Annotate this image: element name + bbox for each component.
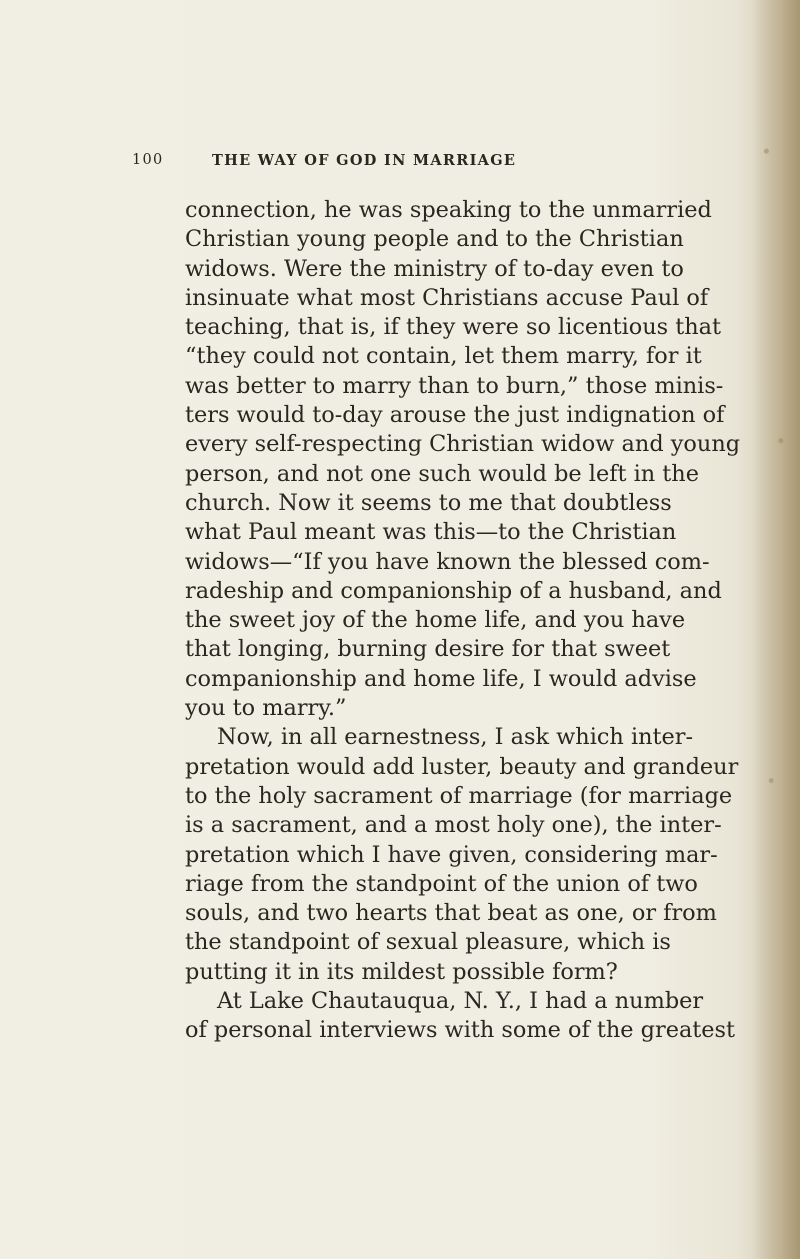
running-head xyxy=(132,152,692,174)
text-line: connection, he was speaking to the unmarried xyxy=(185,197,712,223)
text-line: church. Now it seems to me that doubtless xyxy=(185,489,672,516)
text-line: every self-respecting Christian widow and young xyxy=(185,431,741,458)
running-title: THE WAY OF GOD IN MARRIAGE xyxy=(212,152,517,169)
text-line: was better to marry than to burn,” those minis- xyxy=(185,372,724,399)
page-number: 100 xyxy=(132,152,164,168)
text-line: of personal interviews with some of the greatest xyxy=(185,1017,736,1044)
text-line: widows. Were the ministry of to-day even to xyxy=(185,255,684,282)
text-line: ters would to-day arouse the just indignation of xyxy=(185,402,725,429)
text-line: companionship and home life, I would advise xyxy=(185,665,697,692)
text-line: insinuate what most Christians accuse Paul of xyxy=(185,284,709,311)
text-line: person, and not one such would be left in the xyxy=(185,460,699,487)
text-line: radeship and companionship of a husband, and xyxy=(185,577,722,604)
text-line: the sweet joy of the home life, and you have xyxy=(185,607,686,634)
page-edge-shadow xyxy=(752,0,800,1259)
text-line: “they could not contain, let them marry, for it xyxy=(185,343,702,370)
text-line: what Paul meant was this—to the Christian xyxy=(185,519,677,546)
text-line: that longing, burning desire for that sweet xyxy=(185,636,671,663)
text-line: pretation would add luster, beauty and grandeur xyxy=(185,753,739,780)
text-line: is a sacrament, and a most holy one), the inter- xyxy=(185,812,722,839)
text-line: to the holy sacrament of marriage (for marriage xyxy=(185,782,733,809)
text-line: teaching, that is, if they were so licentious that xyxy=(185,314,722,341)
paragraph-start-line: At Lake Chautauqua, N. Y., I had a number xyxy=(217,988,704,1015)
text-line: putting it in its mildest possible form? xyxy=(185,958,618,985)
text-line: widows—“If you have known the blessed com- xyxy=(185,548,710,575)
text-line: the standpoint of sexual pleasure, which is xyxy=(185,929,671,956)
text-line: souls, and two hearts that beat as one, or from xyxy=(185,900,717,927)
text-line: riage from the standpoint of the union of two xyxy=(185,870,698,897)
paragraph-start-line: Now, in all earnestness, I ask which inter- xyxy=(217,724,694,751)
text-line: you to marry.” xyxy=(185,695,347,722)
body-text xyxy=(185,196,741,1046)
text-line: pretation which I have given, considering mar- xyxy=(185,841,718,868)
text-line: Christian young people and to the Christian xyxy=(185,226,684,253)
